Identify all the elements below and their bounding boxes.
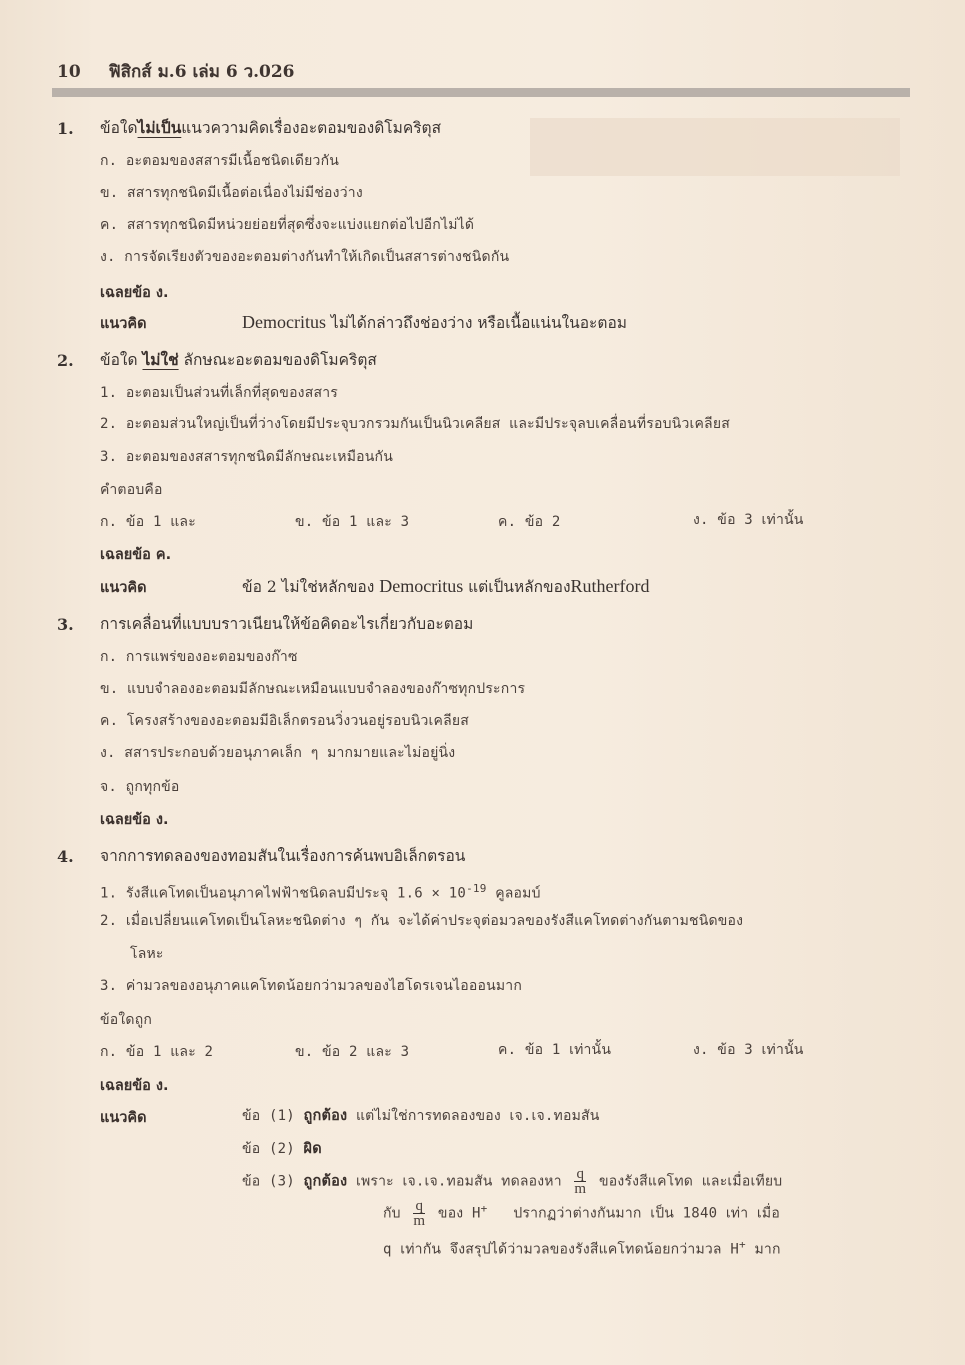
q1-answer: เฉลยข้อ ง. [100, 285, 169, 301]
q4-choice-c: ค. ข้อ 1 เท่านั้น [498, 1042, 612, 1058]
fraction-q-over-m: $\frac{q}{m}$ [413, 1198, 426, 1230]
page-number: 10 [57, 62, 81, 82]
q2-choice-b: ข. ข้อ 1 และ 3 [295, 514, 410, 530]
q4-choice-a: ก. ข้อ 1 และ 2 [100, 1044, 214, 1060]
q3-option-c: ค. โครงสร้างของอะตอมมีอิเล็กตรอนวิ่งวนอยู่รอบนิวเคลียส [100, 713, 470, 729]
q4-concept-3-cont2: q เท่ากัน จึงสรุปได้ว่ามวลของรังสีแคโทดน้อยกว่ามวล H+ มาก [383, 1238, 781, 1258]
q1-option-d: ง. การจัดเรียงตัวของอะตอมต่างกันทำให้เกิดเป็นสสารต่างชนิดกัน [100, 249, 510, 265]
q4-statement-2: 2. เมื่อเปลี่ยนแคโทดเป็นโลหะชนิดต่าง ๆ กัน จะได้ค่าประจุต่อมวลของรังสีแคโทดต่างกันตามชนิดของ [100, 913, 744, 929]
q2-statement-1: 1. อะตอมเป็นส่วนที่เล็กที่สุดของสสาร [100, 385, 338, 401]
q4-statement-2-cont: โลหะ [130, 946, 164, 962]
q4-choice-b: ข. ข้อ 2 และ 3 [295, 1044, 410, 1060]
q1-option-c: ค. สสารทุกชนิดมีหน่วยย่อยที่สุดซึ่งจะแบ่งแยกต่อไปอีกไม่ได้ [100, 217, 475, 233]
q4-choice-d: ง. ข้อ 3 เท่านั้น [693, 1042, 804, 1058]
q2-concept-label: แนวคิด [100, 580, 147, 596]
q2-stem: ข้อใด ไม่ใช่ ลักษณะอะตอมของดิโมคริตุส [100, 350, 377, 369]
q4-concept-1: ข้อ (1) ถูกต้อง แต่ไม่ใช่การทดลองของ เจ.เจ.ทอมสัน [242, 1108, 600, 1124]
bleed-through-box [530, 118, 900, 176]
q3-option-d: ง. สสารประกอบด้วยอนุภาคเล็ก ๆ มากมายและไม่อยู่นิ่ง [100, 745, 456, 761]
q3-answer: เฉลยข้อ ง. [100, 812, 169, 828]
header-rule [52, 88, 910, 97]
q2-statement-3: 3. อะตอมของสสารทุกชนิดมีลักษณะเหมือนกัน [100, 449, 393, 465]
q4-concept-label: แนวคิด [100, 1110, 147, 1126]
fraction-q-over-m: $\frac{q}{m}$ [574, 1166, 587, 1197]
q3-number: 3. [57, 615, 74, 634]
q4-number: 4. [57, 847, 74, 866]
q3-stem: การเคลื่อนที่แบบบราวเนียนให้ข้อคิดอะไรเกี่ยวกับอะตอม [100, 615, 474, 633]
q3-option-b: ข. แบบจำลองอะตอมมีลักษณะเหมือนแบบจำลองของก๊าซทุกประการ [100, 681, 526, 697]
q2-choice-c: ค. ข้อ 2 [498, 514, 561, 530]
q1-option-a: ก. อะตอมของสสารมีเนื้อชนิดเดียวกัน [100, 153, 340, 169]
q4-concept-3: ข้อ (3) ถูกต้อง เพราะ เจ.เจ.ทอมสัน ทดลองหา $\frac{q}{m}$ ของรังสีแคโทด และเมื่อเทียบ [242, 1166, 783, 1197]
q1-stem: ข้อใดไม่เป็นแนวความคิดเรื่องอะตอมของดิโมคริตุส [100, 118, 442, 137]
q4-prompt: ข้อใดถูก [100, 1012, 153, 1028]
q1-concept: Democritus ไม่ได้กล่าวถึงช่องว่าง หรือเนื้อแน่นในอะตอม [242, 312, 627, 332]
q1-emphasis: ไม่เป็น [137, 118, 182, 137]
q4-concept-3-cont: กับ $\frac{q}{m}$ ของ H+ ปรากฏว่าต่างกันมาก เป็น 1840 เท่า เมื่อ [383, 1198, 780, 1230]
q2-number: 2. [57, 351, 74, 370]
q3-option-a: ก. การแพร่ของอะตอมของก๊าซ [100, 649, 298, 665]
q2-statement-2: 2. อะตอมส่วนใหญ่เป็นที่ว่างโดยมีประจุบวกรวมกันเป็นนิวเคลียส และมีประจุลบเคลื่อนที่รอบนิวเคลียส [100, 416, 730, 432]
q2-choice-d: ง. ข้อ 3 เท่านั้น [693, 512, 804, 528]
q4-statement-3: 3. ค่ามวลของอนุภาคแคโทดน้อยกว่ามวลของไฮโดรเจนไอออนมาก [100, 978, 523, 994]
q4-answer: เฉลยข้อ ง. [100, 1078, 169, 1094]
q1-concept-label: แนวคิด [100, 316, 147, 332]
q2-prompt: คำตอบคือ [100, 482, 163, 498]
book-title: ฟิสิกส์ ม.6 เล่ม 6 ว.026 [108, 62, 295, 82]
q4-concept-2: ข้อ (2) ผิด [242, 1141, 322, 1157]
q2-emphasis: ไม่ใช่ [142, 350, 179, 369]
q2-choice-a: ก. ข้อ 1 และ [100, 514, 196, 530]
q1-number: 1. [57, 119, 74, 138]
q1-option-b: ข. สสารทุกชนิดมีเนื้อต่อเนื่องไม่มีช่องว่าง [100, 185, 363, 201]
q2-concept: ข้อ 2 ไม่ใช่หลักของ Democritus แต่เป็นหลักของRutherford [242, 576, 650, 596]
q4-stem: จากการทดลองของทอมสันในเรื่องการค้นพบอิเล็กตรอน [100, 847, 466, 865]
page-header [57, 58, 295, 85]
q4-statement-1: 1. รังสีแคโทดเป็นอนุภาคไฟฟ้าชนิดลบมีประจุ $1.6 \times 10^{-19}$ คูลอมบ์ [100, 882, 541, 902]
q2-answer: เฉลยข้อ ค. [100, 547, 172, 563]
q3-option-e: จ. ถูกทุกข้อ [100, 779, 180, 795]
